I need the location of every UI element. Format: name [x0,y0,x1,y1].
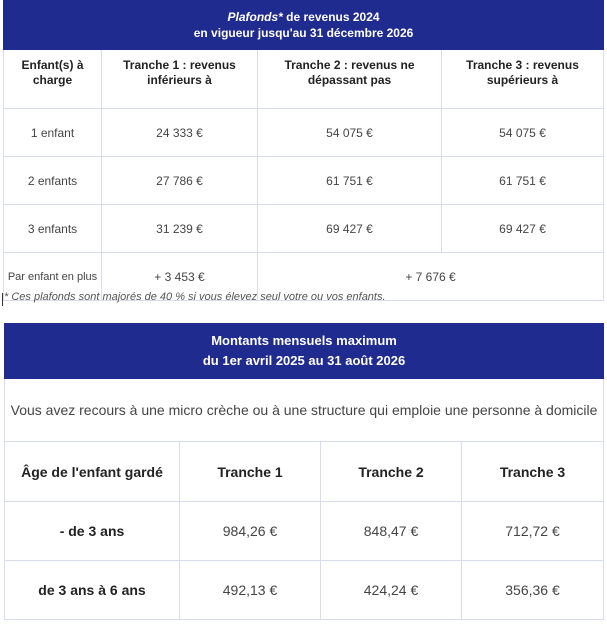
cell-value-merged: + 7 676 € [258,253,604,301]
monthly-amounts-title-text: Montants mensuels maximum [211,333,397,348]
column-header: Tranche 3 [462,442,604,502]
cell-value: 984,26 € [180,502,321,561]
column-header: Tranche 2 [321,442,462,502]
table-row [4,109,604,157]
cell-value: + 3 453 € [102,253,258,301]
row-label: 2 enfants [4,157,102,205]
table-row [4,157,604,205]
income-ceilings-table [3,0,604,301]
income-ceilings-subtitle: en vigueur jusqu'au 31 décembre 2026 [193,26,414,40]
row-label: 3 enfants [4,205,102,253]
row-label: de 3 ans à 6 ans [5,561,180,620]
cell-value: 24 333 € [102,109,258,157]
income-ceilings-header [4,1,604,50]
title-italic: Plafonds* [227,10,283,24]
cell-value: 356,36 € [462,561,604,620]
income-ceilings-title [4,1,604,50]
cell-value: 712,72 € [462,502,604,561]
column-header: Tranche 1 : revenus inférieurs à [102,50,258,109]
monthly-amounts-table [4,323,604,620]
intro-text: Vous avez recours à une micro crèche ou à une structure qui emploie une personne à domicile [5,379,604,442]
table-row [4,205,604,253]
title-rest: de revenus 2024 [282,10,380,24]
row-label: 1 enfant [4,109,102,157]
cell-value: 31 239 € [102,205,258,253]
cell-value: 424,24 € [321,561,462,620]
column-header: Enfant(s) à charge [4,50,102,109]
row-label: - de 3 ans [5,502,180,561]
column-header-row [5,442,604,502]
row-label: Par enfant en plus [4,253,102,301]
cell-value: 54 075 € [258,109,442,157]
monthly-amounts-subtitle: du 1er avril 2025 au 31 août 2026 [202,353,406,368]
intro-row [5,379,604,442]
cell-value: 61 751 € [258,157,442,205]
column-header-row [4,50,604,109]
table-row [5,561,604,620]
cell-value: 61 751 € [442,157,604,205]
cell-value: 848,47 € [321,502,462,561]
footnote: * Ces plafonds sont majorés de 40 % si vous élevez seul votre ou vos enfants. [4,291,386,303]
cell-value: 69 427 € [258,205,442,253]
column-header: Tranche 1 [180,442,321,502]
column-header: Tranche 2 : revenus ne dépassant pas [258,50,442,109]
table-row [5,502,604,561]
cell-value: 492,13 € [180,561,321,620]
column-header: Tranche 3 : revenus supérieurs à [442,50,604,109]
cell-value: 69 427 € [442,205,604,253]
monthly-amounts-title [5,324,604,379]
text-cursor [2,293,3,306]
cell-value: 27 786 € [102,157,258,205]
monthly-amounts-header [5,324,604,379]
cell-value: 54 075 € [442,109,604,157]
column-header: Âge de l'enfant gardé [5,442,180,502]
